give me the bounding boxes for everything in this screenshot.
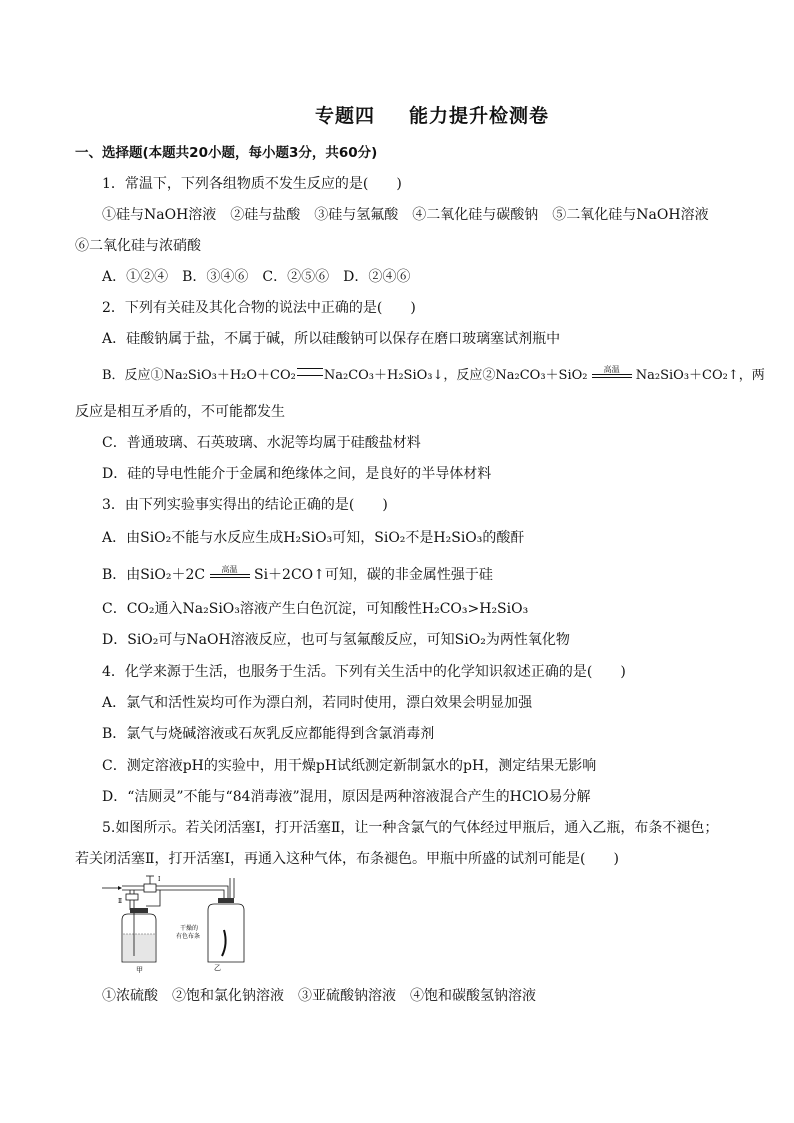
q4-option-c: C．测定溶液pH的实验中，用干燥pH试纸测定新制氯水的pH，测定结果无影响 xyxy=(102,758,597,774)
page-title xyxy=(0,101,794,128)
stopcock-II xyxy=(126,894,138,900)
q1-options: A．①②④ B．③④⑥ C．②⑤⑥ D．②④⑥ xyxy=(102,269,411,285)
q2-b-reactants: Na₂SiO₃＋H₂O＋CO₂ xyxy=(163,368,296,383)
high-temp-arrow xyxy=(210,567,250,581)
condition-label: 高温 xyxy=(603,365,620,374)
label-I: Ⅰ xyxy=(158,876,161,883)
label-jia: 甲 xyxy=(136,966,143,974)
q2-option-b-line2: 反应是相互矛盾的，不可能都发生 xyxy=(75,404,285,420)
q2-b-products: Na₂CO₃＋H₂SiO₃↓，反应②Na₂CO₃＋SiO₂ xyxy=(323,368,588,383)
title-part2: 能力提升检测卷 xyxy=(409,105,550,127)
label-yi: 乙 xyxy=(214,964,221,972)
section-heading: 一、选择题(本题共20小题，每小题3分，共60分) xyxy=(75,145,378,161)
q4-option-a: A．氯气和活性炭均可作为漂白剂，若同时使用，漂白效果会明显加强 xyxy=(102,695,533,711)
q3-option-d: D．SiO₂可与NaOH溶液反应，也可与氢氟酸反应，可知SiO₂为两性氧化物 xyxy=(102,632,570,648)
q5-options: ①浓硫酸 ②饱和氯化钠溶液 ③亚硫酸钠溶液 ④饱和碳酸氢钠溶液 xyxy=(102,988,536,1004)
q1-items-line2: ⑥二氧化硅与浓硝酸 xyxy=(75,238,201,254)
q2-option-a: A．硅酸钠属于盐，不属于碱，所以硅酸钠可以保存在磨口玻璃塞试剂瓶中 xyxy=(102,331,561,347)
bottle-yi xyxy=(208,904,244,962)
q5-stem-line1: 5.如图所示。若关闭活塞Ⅰ，打开活塞Ⅱ，让一种含氯气的气体经过甲瓶后，通入乙瓶，布条不褪色； xyxy=(102,820,719,836)
condition-label: 高温 xyxy=(221,565,238,574)
q4-option-d: D．“洁厕灵”不能与“84消毒液”混用，原因是两种溶液混合产生的HClO易分解 xyxy=(102,789,591,805)
label-cloth2: 有色布条 xyxy=(176,933,201,940)
q2-option-b xyxy=(102,365,765,386)
q2-option-d: D．硅的导电性能介于金属和绝缘体之间，是良好的半导体材料 xyxy=(102,466,492,482)
q3-option-a: A．由SiO₂不能与水反应生成H₂SiO₃可知，SiO₂不是H₂SiO₃的酸酐 xyxy=(102,530,525,546)
q4-stem: 4．化学来源于生活，也服务于生活。下列有关生活中的化学知识叙述正确的是( ) xyxy=(102,664,626,680)
q3-option-c: C．CO₂通入Na₂SiO₃溶液产生白色沉淀，可知酸性H₂CO₃>H₂SiO₃ xyxy=(102,601,529,617)
apparatus-figure xyxy=(100,870,250,980)
high-temp-arrow xyxy=(592,367,632,381)
title-part1: 专题四 xyxy=(314,105,375,127)
q3-stem: 3．由下列实验事实得出的结论正确的是( ) xyxy=(102,497,388,513)
q1-items-line1: ①硅与NaOH溶液 ②硅与盐酸 ③硅与氢氟酸 ④二氧化硅与碳酸钠 ⑤二氧化硅与NaOH溶液 xyxy=(102,207,709,223)
q2-b-products2: Na₂SiO₃＋CO₂↑，两 xyxy=(635,368,765,383)
q4-option-b: B．氯气与烧碱溶液或石灰乳反应都能得到含氯消毒剂 xyxy=(102,726,435,742)
q1-stem: 1．常温下，下列各组物质不发生反应的是( ) xyxy=(102,176,402,192)
q2-option-c: C．普通玻璃、石英玻璃、水泥等均属于硅酸盐材料 xyxy=(102,435,421,451)
q2-stem: 2．下列有关硅及其化合物的说法中正确的是( ) xyxy=(102,300,416,316)
label-II: Ⅱ xyxy=(118,898,123,905)
q3-b-pre: B．由SiO₂＋2C xyxy=(102,567,206,583)
stopcock-I xyxy=(144,884,156,892)
q3-option-b xyxy=(102,565,732,585)
q2-b-prefix: B．反应① xyxy=(102,368,164,383)
equals-sign xyxy=(297,368,323,376)
q3-b-post: Si＋2CO↑可知，碳的非金属性强于硅 xyxy=(253,567,493,583)
q5-stem-line2: 若关闭活塞Ⅱ，打开活塞Ⅰ，再通入这种气体，布条褪色。甲瓶中所盛的试剂可能是( ) xyxy=(75,851,619,867)
stopper-jia xyxy=(130,908,148,913)
label-cloth1: 干燥的 xyxy=(180,925,199,932)
stopper-yi xyxy=(218,898,234,903)
